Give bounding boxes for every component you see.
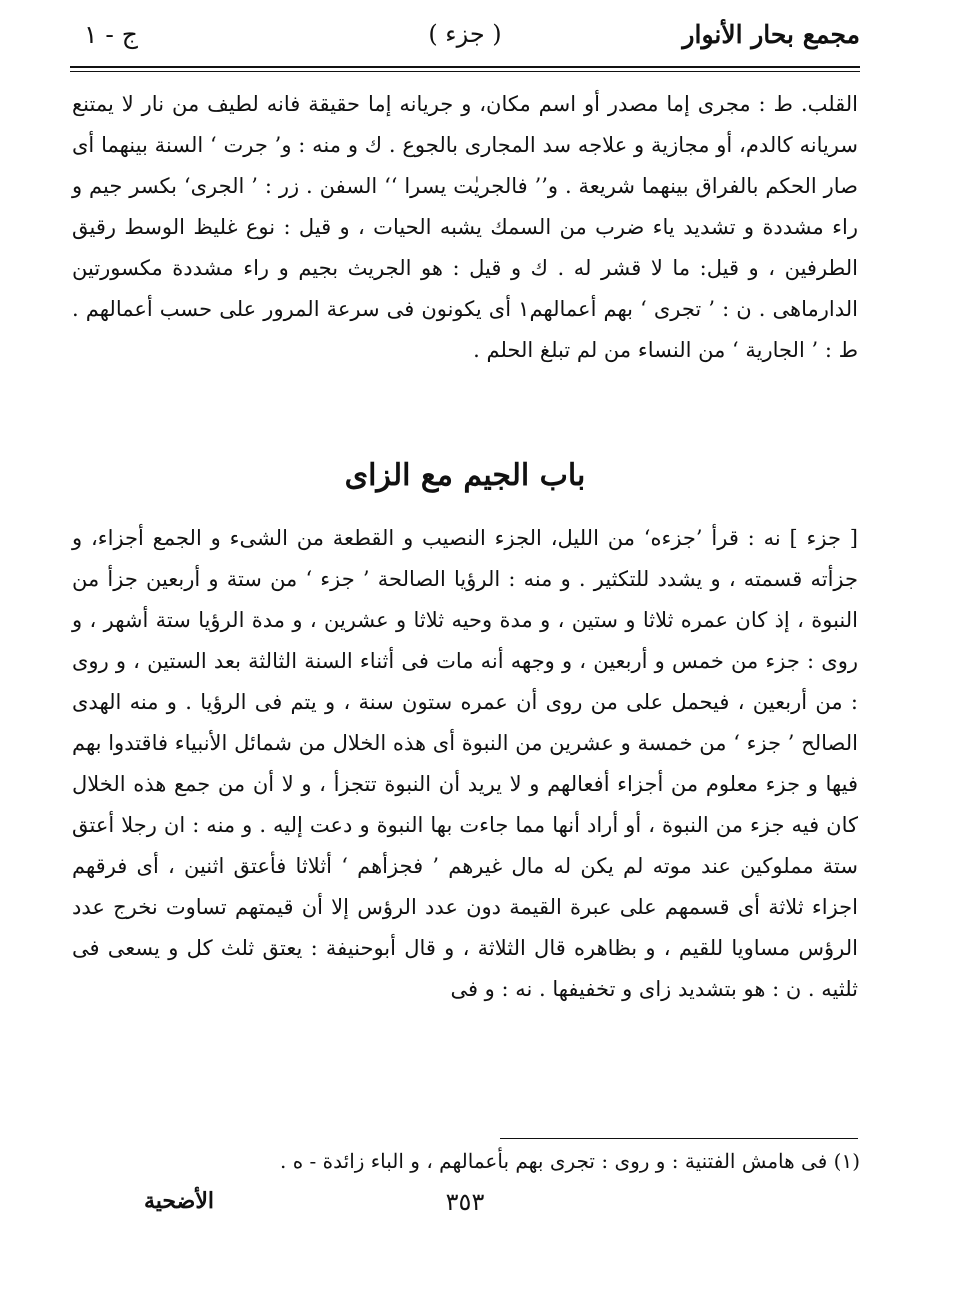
section-body-text <box>72 518 858 1010</box>
header-rule-thin <box>70 71 860 72</box>
running-header <box>70 14 860 58</box>
page-footer <box>70 1188 860 1228</box>
signature-catchword: الأضحية <box>144 1188 214 1214</box>
page-headword: ( جزء ) <box>428 20 502 48</box>
volume-label: ج - ١ <box>84 20 138 49</box>
page-number: ٣٥٣ <box>445 1188 485 1216</box>
footnote-divider <box>500 1138 858 1139</box>
paragraph: القلب. ط : مجرى إما مصدر أو اسم مكان، و جريانه إما حقيقة فانه لطيف من نار لا يمتنع سريانه كالدم، أو مجازية و علاجه سد المجارى بالجوع . ك و منه : و’ جرت ‘ السنة بينهما أى صار الحكم بالفراق بينهما شريعة . و’’ فالجريٰت يسرا ‘‘ السفن . زر : ’ الجرى‘ بكسر جيم و راء مشددة و تشديد ياء ضرب من السمك يشبه الحيات ، و قيل : نوع غليظ الوسط رقيق الطرفين ، و قيل: ما لا قشر له . ك و قيل : هو الجريث بجيم و راء مشددة مكسورتين الدارماهى . ن : ’ تجرى ‘ بهم أعمالهم١ أى يكونون فى سرعة المرور على حسب أعمالهم . ط : ’ الجارية ‘ من النساء من لم تبلغ الحلم . <box>72 92 859 362</box>
footnote: (١) فى هامش الفتنية : و روى : تجرى بهم بأعمالهم ، و الباء زائدة - ه . <box>279 1149 860 1173</box>
continued-entry-text <box>72 84 858 371</box>
paragraph: [ جزء ] نه : قرأ ’جزءه‘ من الليل، الجزء النصيب و القطعة من الشىء و الجمع أجزاء، و جزأته قسمته ، و يشدد للتكثير . و منه : الرؤيا الصالحة ’ جزء ‘ من ستة و أربعين جزأ من النبوة ، إذ كان عمره ثلاثا و ستين ، و مدة وحيه ثلاثا و عشرين ، و مدة الرؤيا ستة أشهر ، و روى : جزء من خمس و أربعين ، و وجهه أنه مات فى أثناء السنة الثالثة بعد الستين ، و روى : من أربعين ، فيحمل على من روى أن عمره ستون سنة ، و يتم فى الرؤيا . و منه الهدى الصالح ’ جزء ‘ من خمسة و عشرين من النبوة أى هذه الخلال من شمائل الأنبياء فاقتدوا بهم فيها و جزء معلوم من أجزاء أفعالهم و لا يريد أن النبوة تتجزأ ، و لا أن من جمع هذه الخلال كان فيه جزء من النبوة ، أو أراد أنها مما جاءت بها النبوة و دعت إليه . و منه : ان رجلا أعتق ستة مملوكين عند موته لم يكن له مال غيرهم ’ فجزأهم ‘ أثلاثا فأعتق اثنين ، أى فرقهم اجزاء ثلاثة أى قسمهم على عبرة القيمة دون عدد الرؤس إلا أن قيمتهم تساوت نخرج عدد الرؤس مساويا للقيم ، و بظاهره قال الثلاثة ، و قال أبوحنيفة : يعتق ثلث كل و يسعى فى ثلثيه . ن : هو بتشديد زاى و تخفيفها . نه : و فى <box>72 526 858 1001</box>
book-title: مجمع بحار الأنوار <box>682 20 860 49</box>
header-rule-thick <box>70 66 860 68</box>
section-heading: باب الجيم مع الزاى <box>344 458 586 493</box>
